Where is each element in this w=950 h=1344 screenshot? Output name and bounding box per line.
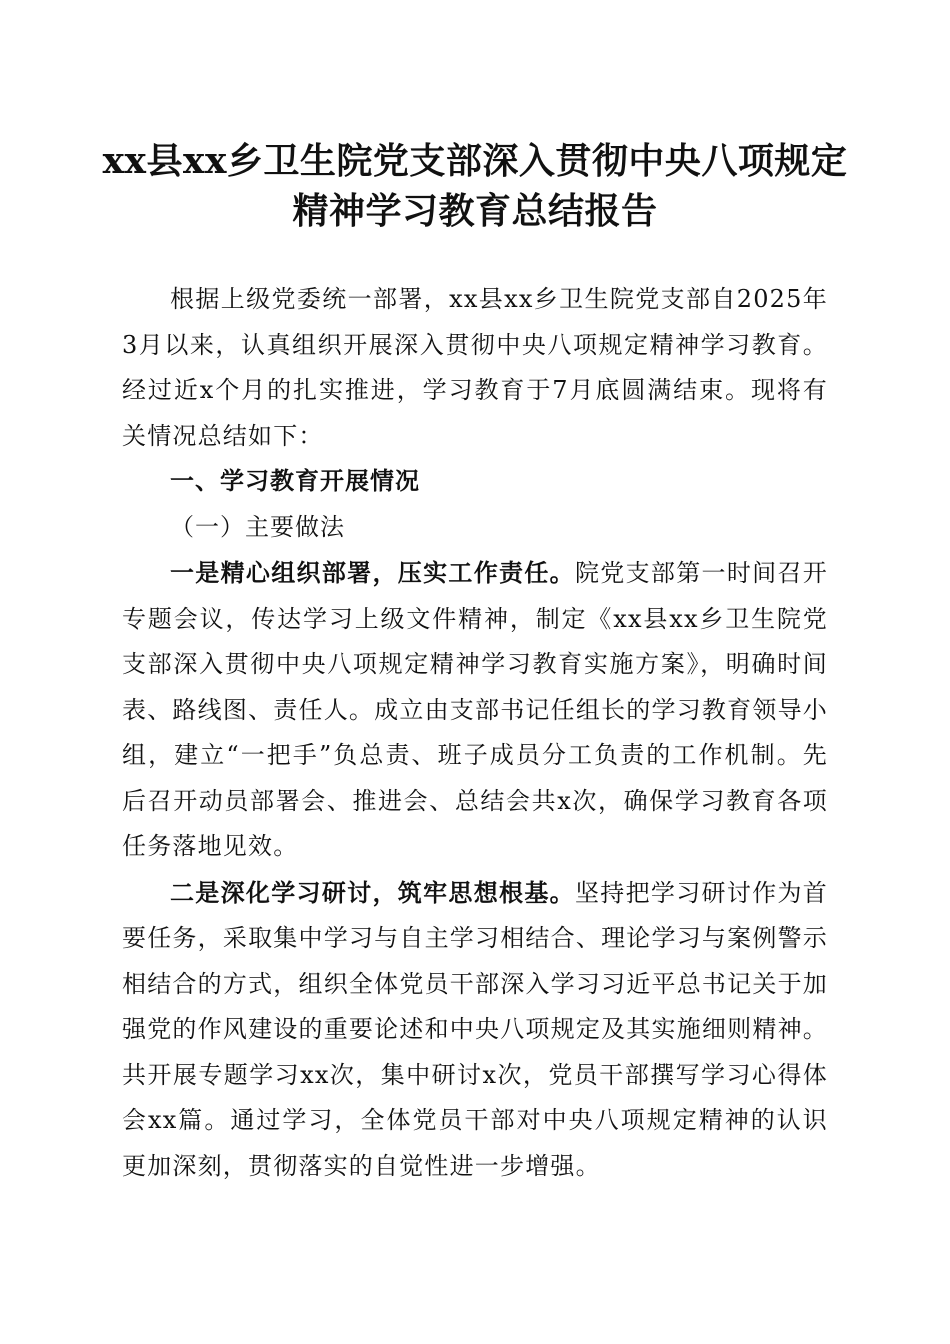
section-heading: 一、学习教育开展情况	[170, 467, 420, 495]
subsection-heading: （一）主要做法	[170, 512, 345, 541]
paragraph-text: 坚持把学习研讨作为首要任务，采取集中学习与自主学习相结合、理论学习与案例警示相结合的方式，组织全体党员干部深入学习习近平总书记关于加强党的作风建设的重要论述和中央八项规定及其实施细则精神。共开展专题学习xx次，集中研讨x次，党员干部撰写学习心得体会xx篇。通过学习，全体党员干部对中央八项规定精神的认识更加深刻，贯彻落实的自觉性进一步增强。	[122, 878, 829, 1180]
document-body	[122, 277, 828, 1189]
paragraph-organization	[122, 550, 828, 870]
paragraph-text: 院党支部第一时间召开专题会议，传达学习上级文件精神，制定《xx县xx乡卫生院党支部深入贯彻中央八项规定精神学习教育实施方案》，明确时间表、路线图、责任人。成立由支部书记任组长的学习教育领导小组，建立“一把手”负总责、班子成员分工负责的工作机制。先后召开动员部署会、推进会、总结会共x次，确保学习教育各项任务落地见效。	[122, 559, 829, 860]
paragraph-lead: 二是深化学习研讨，筑牢思想根基。	[170, 877, 575, 907]
document-title: xx县xx乡卫生院党支部深入贯彻中央八项规定精神学习教育总结报告	[102, 140, 848, 232]
intro-paragraph: 根据上级党委统一部署，xx县xx乡卫生院党支部自2025年3月以来，认真组织开展深入贯彻中央八项规定精神学习教育。经过近x个月的扎实推进，学习教育于7月底圆满结束。现将有关情况总结如下：	[122, 285, 828, 450]
paragraph-lead: 一是精心组织部署，压实工作责任。	[170, 558, 575, 587]
paragraph-study	[122, 870, 828, 1190]
